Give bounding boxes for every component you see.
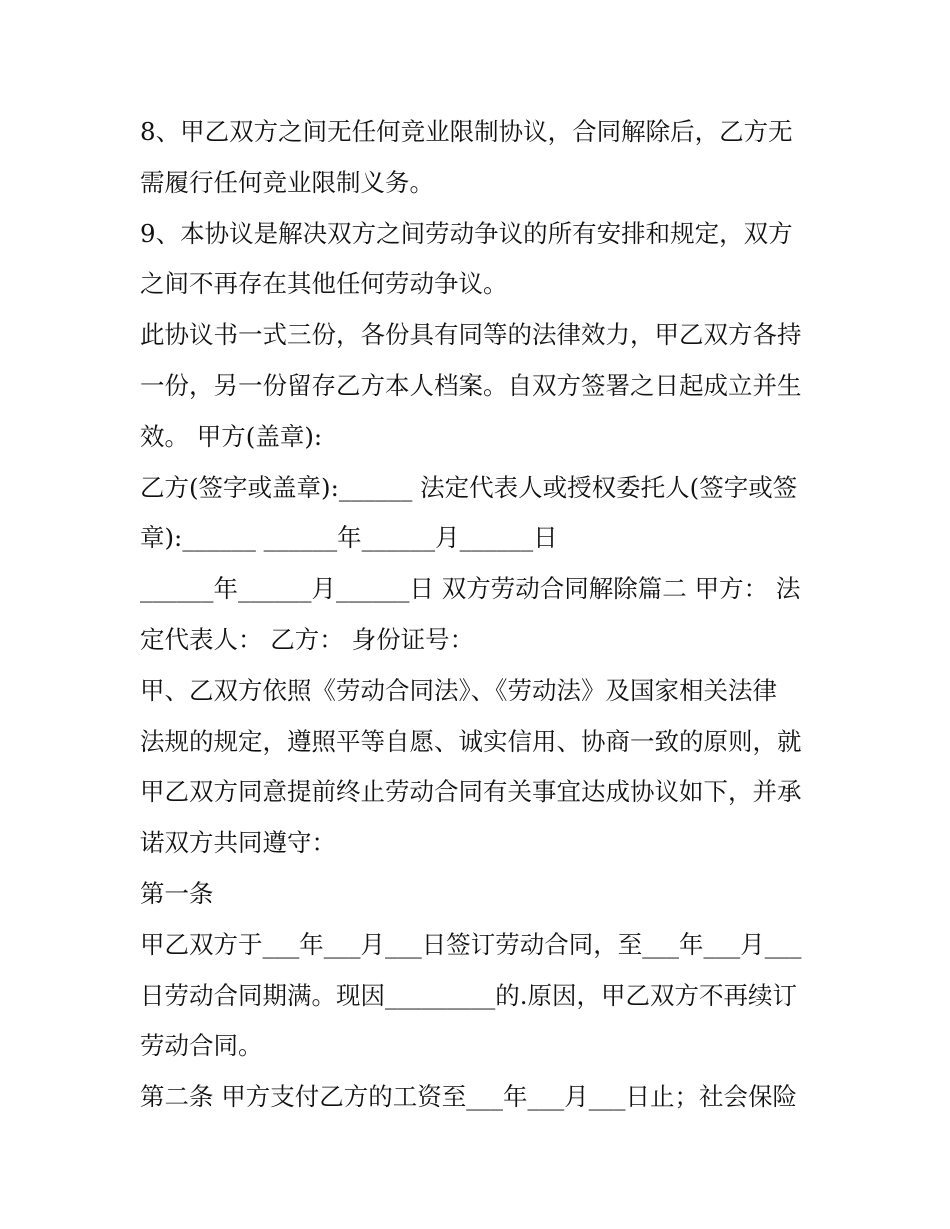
text-line: 之间不再存在其他任何劳动争议。	[140, 269, 508, 299]
text-line: 第一条	[140, 878, 214, 908]
text-line: 甲、乙双方依照《劳动合同法》、《劳动法》及国家相关法律	[140, 675, 777, 705]
document-body	[140, 107, 820, 1123]
text-line: 法规的规定，遵照平等自愿、诚实信用、协商一致的原则，就	[140, 726, 802, 756]
text-line: 甲乙双方同意提前终止劳动合同有关事宜达成协议如下，并承	[140, 777, 802, 807]
text-line: 效。 甲方(盖章):	[140, 421, 323, 451]
text-line: 定代表人： 乙方： 身份证号：	[140, 624, 475, 654]
text-line: 乙方(签字或盖章):______ 法定代表人或授权委托人(签字或签	[140, 472, 798, 502]
text-line: 章):______ ______年______月______日	[140, 523, 558, 553]
text-line: 此协议书一式三份，各份具有同等的法律效力，甲乙双方各持	[140, 320, 802, 350]
text-line: 需履行任何竞业限制义务。	[140, 167, 434, 197]
text-line: 日劳动合同期满。现因_________的.原因，甲乙双方不再续订	[140, 980, 798, 1010]
text-line: 诺双方共同遵守：	[140, 828, 336, 858]
text-line: 8、甲乙双方之间无任何竞业限制协议，合同解除后，乙方无	[140, 117, 793, 146]
text-line: 劳动合同。	[140, 1031, 263, 1061]
text-line: 第二条 甲方支付乙方的工资至___年___月___日止；社会保险	[140, 1082, 798, 1112]
text-line: 9、本协议是解决双方之间劳动争议的所有安排和规定，双方	[140, 218, 793, 248]
text-line: 一份，另一份留存乙方本人档案。自双方签署之日起成立并生	[140, 370, 802, 400]
text-line: ______年______月______日 双方劳动合同解除篇二 甲方： 法	[140, 574, 801, 604]
text-line: 甲乙双方于___年___月___日签订劳动合同，至___年___月___	[140, 929, 802, 959]
